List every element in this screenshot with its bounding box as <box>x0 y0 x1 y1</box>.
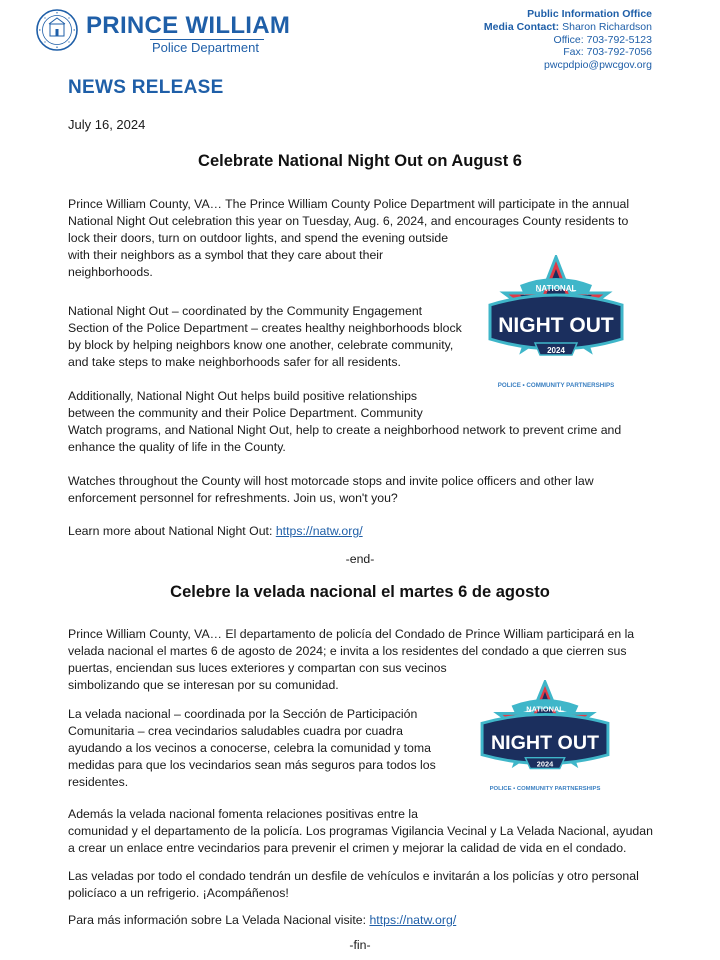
spanish-learn-more <box>68 912 456 929</box>
logo-year-text: 2024 <box>547 346 565 355</box>
text-line: a crear un enlace entre vecindarios para prevenir el crimen y mejorar la calidad de vida en el condado. <box>68 841 627 855</box>
learn-more-label: Para más información sobre La Velada Nacional visite: <box>68 913 370 927</box>
text-line: comunidad y el departamento de la policía. Los programas Vigilancia Vecinal y La Velada Nacional, ayudan <box>68 824 653 838</box>
end-marker: -fin- <box>349 938 371 952</box>
text-line: Watch programs, and National Night Out, help to create a neighborhood network to prevent crime and <box>68 423 622 437</box>
media-contact-label: Media Contact: <box>483 20 560 33</box>
text-line: velada nacional el martes 6 de agosto de 2024; e invita a los residentes del condado a que cierren sus <box>68 644 627 658</box>
text-line: policíaco a un refrigerio. ¡Acompáñenos! <box>68 886 289 900</box>
text-line: Additionally, National Night Out helps build positive relationships <box>68 389 418 403</box>
news-release-heading: NEWS RELEASE <box>68 77 224 98</box>
county-seal-icon <box>36 9 78 51</box>
text-line: medidas para que los vecindarios sean más seguros para todos los <box>68 758 436 772</box>
spanish-paragraph-3 <box>68 806 653 857</box>
contact-block <box>484 8 652 72</box>
text-line: Watches throughout the County will host motorcade stops and invite police officers and other law <box>68 474 594 488</box>
english-paragraph-4 <box>68 473 594 507</box>
text-line: Además la velada nacional fomenta relaciones positivas entre la <box>68 807 418 821</box>
spanish-paragraph-2 <box>68 706 436 791</box>
text-line: and take steps to make neighborhoods safer for all residents. <box>68 355 401 369</box>
text-line: Prince William County, VA… El departamento de policía del Condado de Prince William participará en la <box>68 627 635 641</box>
contact-email[interactable]: pwcpdpio@pwcgov.org <box>544 59 652 72</box>
text-line: National Night Out – coordinated by the Community Engagement <box>68 304 423 318</box>
national-night-out-logo <box>470 680 620 798</box>
end-marker: -end- <box>345 552 375 566</box>
logo-main-text: NIGHT OUT <box>490 731 600 754</box>
logo-tagline: POLICE • COMMUNITY PARTNERSHIPS <box>489 786 601 793</box>
logo-top-text: NATIONAL <box>535 284 577 293</box>
text-line: puertas, enciendan sus luces exteriores y compartan con sus vecinos <box>68 661 447 675</box>
text-line: Las veladas por todo el condado tendrán un desfile de vehículos e invitarán a los policías y otro personal <box>68 869 639 883</box>
media-contact <box>484 21 652 34</box>
text-line: Section of the Police Department – creates healthy neighborhoods block <box>68 321 462 335</box>
text-line: enhance the quality of life in the County. <box>68 440 286 454</box>
english-paragraph-3 <box>68 388 621 456</box>
text-line: simbolizando que se interesan por su comunidad. <box>68 678 339 692</box>
text-line: Comunitaria – crea vecindarios saludables cuadra por cuadra <box>68 724 403 738</box>
text-line: with their neighbors as a symbol that they care about their <box>68 248 384 262</box>
logo-year-text: 2024 <box>536 759 554 769</box>
fax-number: Fax: 703-792-7056 <box>563 46 652 59</box>
logo-main-text: NIGHT OUT <box>498 314 614 337</box>
department-subtitle: Police Department <box>152 40 259 55</box>
office-phone: Office: 703-792-5123 <box>553 33 652 46</box>
logo-top-text: NATIONAL <box>526 704 564 714</box>
text-line: Prince William County, VA… The Prince William County Police Department will participate in the annual <box>68 197 630 211</box>
natw-link[interactable]: https://natw.org/ <box>369 913 457 927</box>
text-line: ayudando a los vecinos a conocerse, celebra la comunidad y toma <box>68 741 431 755</box>
text-line: lock their doors, turn on outdoor lights, and spend the evening outside <box>68 231 449 245</box>
office-name: Public Information Office <box>527 8 652 20</box>
media-contact-name: Sharon Richardson <box>559 20 652 33</box>
logo-tagline: POLICE • COMMUNITY PARTNERSHIPS <box>497 382 615 389</box>
english-paragraph-2 <box>68 303 462 371</box>
text-line: neighborhoods. <box>68 265 153 279</box>
text-line: enforcement personnel for refreshments. Join us, won't you? <box>68 491 398 505</box>
text-line: by block by helping neighbors know one another, celebrate community, <box>68 338 454 352</box>
spanish-paragraph-4 <box>68 868 639 902</box>
department-brand-name: PRINCE WILLIAM <box>86 12 291 39</box>
spanish-title: Celebre la velada nacional el martes 6 de agosto <box>170 583 550 601</box>
text-line: National Night Out celebration this year on Tuesday, Aug. 6, 2024, and encourages County residents to <box>68 214 629 228</box>
english-title: Celebrate National Night Out on August 6 <box>198 152 522 170</box>
learn-more-label: Learn more about National Night Out: <box>68 524 276 538</box>
text-line: residentes. <box>68 775 129 789</box>
text-line: La velada nacional – coordinada por la Sección de Participación <box>68 707 418 721</box>
english-learn-more <box>68 523 363 540</box>
release-date: July 16, 2024 <box>68 117 146 132</box>
natw-link[interactable]: https://natw.org/ <box>275 524 363 538</box>
text-line: between the community and their Police Department. Community <box>68 406 423 420</box>
national-night-out-logo <box>480 255 632 395</box>
